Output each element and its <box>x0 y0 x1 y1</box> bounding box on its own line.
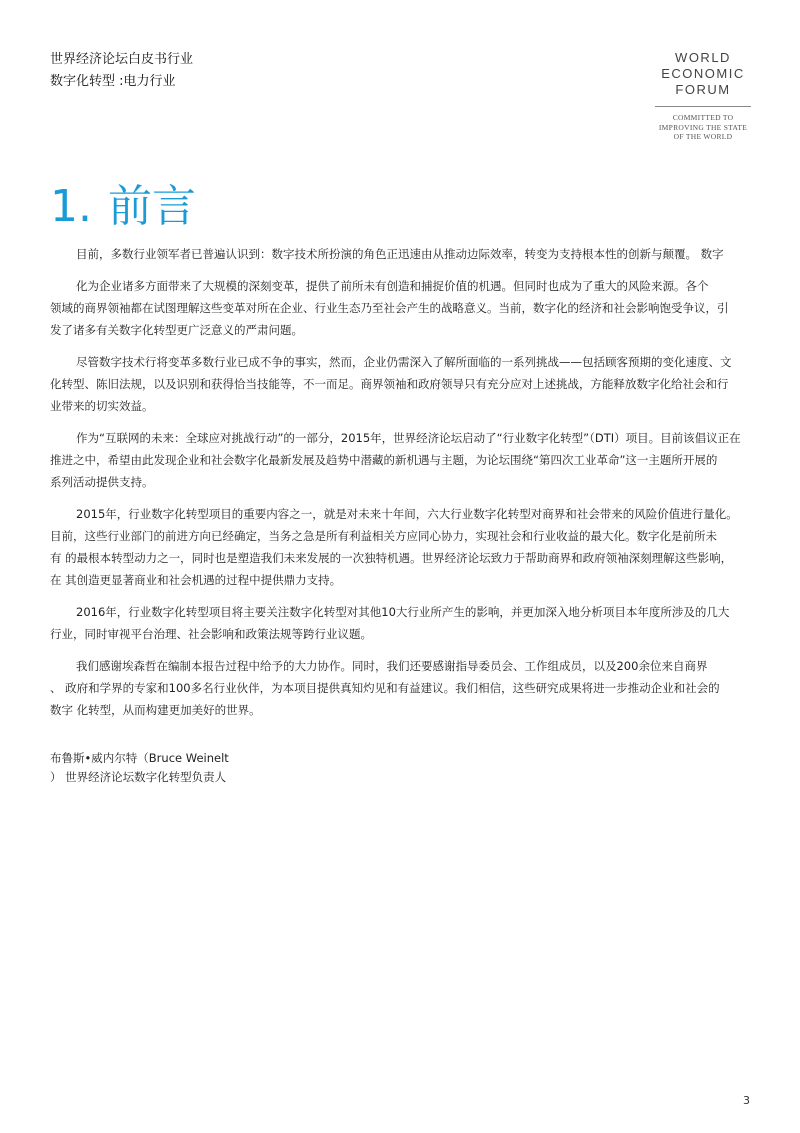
paragraph-line: 发了诸多有关数字化转型更广泛意义的严肃问题。 <box>50 323 303 337</box>
paragraph-line: 尽管数字技术行将变革多数行业已成不争的事实，然而，企业仍需深入了解所面临的一系列挑战——包括顾客预期的变化速度、文 <box>76 355 732 369</box>
logo-tagline-1: COMMITTED TO <box>672 113 734 122</box>
paragraph-line: 业带来的切实效益。 <box>50 399 154 413</box>
paragraph-line: 领域的商界领袖都在试图理解这些变革对所在企业、行业生态乃至社会产生的战略意义。当前，数字化的经济和社会影响饱受争议，引 <box>50 301 729 315</box>
page-number: 3 <box>743 1094 750 1107</box>
paragraph-line: 有 的最根本转型动力之一，同时也是塑造我们未来发展的一次独特机遇。世界经济论坛致力于帮助商界和政府领袖深刻理解这些影响， <box>50 551 733 565</box>
report-series-title: 世界经济论坛白皮书行业 <box>50 52 194 67</box>
paragraph-line: 系列活动提供支持。 <box>50 475 154 489</box>
wef-logo <box>653 50 753 142</box>
paragraph <box>50 275 752 341</box>
report-subtitle: 数字化转型 :电力行业 <box>50 74 176 89</box>
paragraph <box>50 427 752 493</box>
paragraph-line: 在 其创造更显著商业和社会机遇的过程中提供鼎力支持。 <box>50 573 342 587</box>
section-number: 1. <box>50 181 92 232</box>
paragraph-line: 目前，多数行业领军者已普遍认识到：数字技术所扮演的角色正迅速由从推动边际效率，转变为支持根本性的创新与颠覆。 数字 <box>76 247 724 261</box>
signature <box>50 749 229 787</box>
signature-role: ） 世界经济论坛数字化转型负责人 <box>50 770 227 784</box>
paragraph-line: 化为企业诸多方面带来了大规模的深刻变革，提供了前所未有创造和捕捉价值的机遇。但同时也成为了重大的风险来源。各个 <box>76 279 709 293</box>
paragraph-line: 我们感谢埃森哲在编制本报告过程中给予的大力协作。同时，我们还要感谢指导委员会、工作组成员，以及200余位来自商界 <box>76 659 708 673</box>
logo-word-world: WORLD <box>675 50 731 65</box>
paragraph-line: 行业，同时审视平台治理、社会影响和政策法规等跨行业议题。 <box>50 627 372 641</box>
paragraph <box>50 601 752 645</box>
paragraph <box>50 243 752 265</box>
paragraph <box>50 655 752 721</box>
section-title: 前言 <box>107 181 196 232</box>
paragraph-line: 数字 化转型，从而构建更加美好的世界。 <box>50 703 261 717</box>
paragraph-line: 、 政府和学界的专家和100多名行业伙伴，为本项目提供真知灼见和有益建议。我们相信，这些研究成果将进一步推动企业和社会的 <box>50 681 720 695</box>
paragraph <box>50 351 752 417</box>
signature-name: 布鲁斯•威内尔特（Bruce Weinelt <box>50 751 229 765</box>
logo-tagline-2: IMPROVING THE STATE <box>658 122 748 132</box>
logo-word-economic: ECONOMIC <box>661 66 745 81</box>
paragraph-line: 化转型、陈旧法规，以及识别和获得恰当技能等，不一而足。商界领袖和政府领导只有充分应对上述挑战，方能释放数字化给社会和行 <box>50 377 729 391</box>
paragraph-line: 目前，这些行业部门的前进方向已经确定，当务之急是所有利益相关方应同心协力，实现社会和行业收益的最大化。数字化是前所未 <box>50 529 717 543</box>
paragraph-line: 作为“互联网的未来：全球应对挑战行动”的一部分，2015年，世界经济论坛启动了“行业数字化转型”（DTI）项目。目前该倡议正在 <box>76 431 741 445</box>
paragraph-line: 2015年，行业数字化转型项目的重要内容之一，就是对未来十年间，六大行业数字化转型对商界和社会带来的风险价值进行量化。 <box>76 507 738 521</box>
section-heading <box>50 172 196 242</box>
paragraph-line: 2016年，行业数字化转型项目将主要关注数字化转型对其他10大行业所产生的影响，并更加深入地分析项目本年度所涉及的几大 <box>76 605 730 619</box>
logo-tagline-3: OF THE WORLD <box>673 132 733 141</box>
paragraph <box>50 503 752 591</box>
logo-word-forum: FORUM <box>675 82 731 97</box>
foreword-body <box>50 243 752 731</box>
logo-divider <box>655 106 751 107</box>
paragraph-line: 推进之中，希望由此发现企业和社会数字化最新发展及趋势中潜藏的新机遇与主题，为论坛围绕“第四次工业革命”这一主题所开展的 <box>50 453 718 467</box>
